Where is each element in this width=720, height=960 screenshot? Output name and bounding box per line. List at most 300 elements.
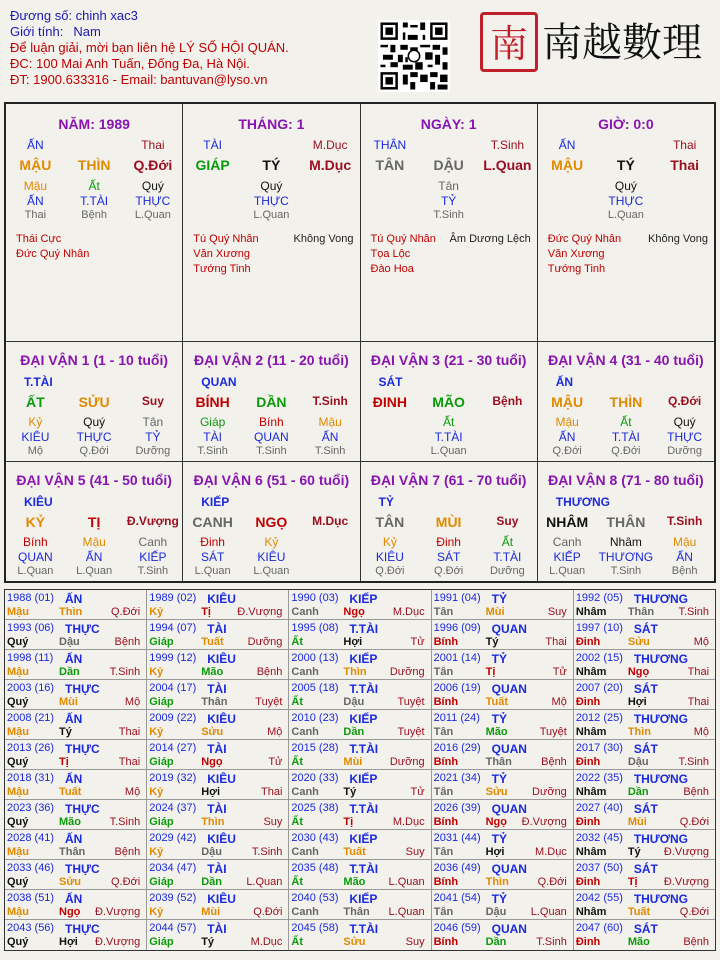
year-b: Hợi bbox=[59, 936, 78, 948]
year-cell bbox=[432, 620, 574, 649]
year-star: KIẾP bbox=[349, 592, 378, 606]
dai-van-phase-item: T.Sinh bbox=[197, 445, 228, 457]
star-name: Đào Hoa bbox=[370, 263, 414, 275]
year-star: QUAN bbox=[491, 802, 527, 816]
dai-van-row-1 bbox=[6, 342, 714, 462]
star-name: Văn Xương bbox=[193, 248, 251, 260]
pillar-phase-line-item: L.Quan bbox=[253, 209, 290, 221]
year-a: Giáp bbox=[149, 816, 174, 828]
gender-label: Giới tính: bbox=[10, 24, 64, 39]
pillar-hidden-star-line-item: THỰC bbox=[135, 194, 171, 208]
brand-logo bbox=[542, 14, 712, 66]
dai-van-star bbox=[556, 495, 714, 509]
dai-van-stem-branch bbox=[361, 394, 537, 410]
year-c: Dưỡng bbox=[532, 786, 567, 798]
year-a: Đinh bbox=[575, 756, 601, 768]
dai-van-hidden-star bbox=[538, 430, 714, 444]
dai-van-7 bbox=[361, 462, 538, 581]
pillar-stem-branch-line-item: THÌN bbox=[77, 157, 111, 173]
dai-van-can: CANH bbox=[192, 514, 233, 530]
year-b: Dần bbox=[343, 726, 365, 738]
year-lbl: 2007 (20) bbox=[575, 682, 623, 694]
year-b: Hợi bbox=[627, 696, 647, 708]
year-a: Ất bbox=[291, 756, 304, 768]
dai-van-hidden-star bbox=[183, 430, 359, 444]
year-a: Bính bbox=[433, 816, 459, 828]
year-cell bbox=[289, 740, 431, 769]
year-lbl: 2039 (52) bbox=[149, 892, 197, 904]
pillar-hidden-stem-line-item: Mậu bbox=[23, 179, 48, 193]
dai-van-phase-item bbox=[478, 445, 537, 457]
year-b: Sửu bbox=[343, 936, 366, 948]
year-lbl: 2041 (54) bbox=[433, 892, 481, 904]
pillar-hidden-stem-line-item bbox=[301, 179, 360, 193]
year-cell bbox=[147, 680, 289, 709]
year-lbl: 1989 (02) bbox=[149, 592, 197, 604]
dai-van-hidden-stem-item: Kỷ bbox=[28, 415, 43, 429]
seal-stamp bbox=[480, 12, 538, 72]
dai-van-star bbox=[24, 495, 182, 509]
year-row bbox=[5, 800, 715, 830]
dai-van-phase-item: L.Quan bbox=[549, 565, 586, 577]
pillar-phase-line bbox=[361, 209, 537, 221]
dai-van-star-label: KIẾP bbox=[201, 495, 230, 509]
dai-van-phase-item: Dưỡng bbox=[667, 445, 702, 457]
dai-van-stem-branch bbox=[6, 514, 182, 530]
pillar-star-line-item: ẤN bbox=[27, 138, 44, 152]
year-cell bbox=[147, 890, 289, 919]
year-b: Mùi bbox=[485, 606, 505, 618]
year-a: Quý bbox=[7, 696, 29, 708]
star-name-right: Âm Dương Lệch bbox=[449, 233, 531, 245]
star-name: Đức Quý Nhân bbox=[547, 233, 622, 245]
year-lbl: 1999 (12) bbox=[149, 652, 197, 664]
pillar-star-line-item: Thai bbox=[141, 138, 165, 152]
pillar-hidden-stem-line-item bbox=[361, 179, 420, 193]
dai-van-hidden-star bbox=[6, 430, 182, 444]
year-c: T.Sinh bbox=[109, 666, 141, 678]
year-star: TỶ bbox=[491, 652, 507, 666]
year-row bbox=[5, 680, 715, 710]
year-cell bbox=[574, 860, 715, 889]
year-lbl: 1988 (01) bbox=[7, 592, 55, 604]
year-b: Thân bbox=[343, 906, 370, 918]
year-c: Bệnh bbox=[114, 636, 141, 648]
year-star: TỶ bbox=[491, 712, 507, 726]
year-star: T.TÀI bbox=[349, 802, 379, 816]
year-cell bbox=[147, 620, 289, 649]
year-c: M.Dục bbox=[250, 936, 283, 948]
year-lbl: 2032 (45) bbox=[575, 832, 623, 844]
year-lbl: 2040 (53) bbox=[291, 892, 339, 904]
dai-van-phase bbox=[6, 445, 182, 457]
dai-van-star-label: T.TÀI bbox=[24, 375, 53, 389]
year-lbl: 2031 (44) bbox=[433, 832, 481, 844]
year-lbl: 1991 (04) bbox=[433, 592, 481, 604]
pillar-star-line bbox=[6, 138, 182, 152]
pillar-star-line-item bbox=[597, 138, 656, 152]
pillar-title: NGÀY: 1 bbox=[420, 116, 477, 132]
year-c: Suy bbox=[405, 936, 425, 948]
dai-van-phase: M.Dục bbox=[312, 514, 349, 528]
year-row bbox=[5, 620, 715, 650]
year-b: Dần bbox=[59, 666, 80, 678]
pillar-hidden-stem-line-item bbox=[655, 179, 714, 193]
year-lbl: 2016 (29) bbox=[433, 742, 481, 754]
dai-van-phase bbox=[183, 445, 359, 457]
dai-van-hidden-stem-item: Giáp bbox=[199, 415, 226, 429]
pillar-stem-branch-line-item: MẬU bbox=[551, 157, 584, 173]
pillar-title: GIỜ: 0:0 bbox=[598, 116, 654, 132]
year-lbl: 2011 (24) bbox=[433, 712, 480, 724]
dai-van-phase: Suy bbox=[496, 514, 519, 528]
dai-van-hidden-stem bbox=[6, 535, 182, 549]
dai-van-chi: THÌN bbox=[609, 394, 643, 410]
year-star: THƯƠNG bbox=[633, 592, 688, 606]
dai-van-phase-item: Q.Đới bbox=[79, 445, 109, 457]
dai-van-star bbox=[379, 495, 537, 509]
dai-van-hidden-stem-item: Bính bbox=[259, 415, 284, 429]
year-c: L.Quan bbox=[388, 906, 425, 918]
dai-van-hidden-stem bbox=[6, 415, 182, 429]
year-lbl: 2001 (14) bbox=[433, 652, 481, 664]
year-c: Dưỡng bbox=[389, 666, 425, 678]
year-c: Dưỡng bbox=[247, 636, 283, 648]
star-name-right: Không Vong bbox=[293, 233, 354, 245]
year-star: THƯƠNG bbox=[633, 652, 688, 666]
year-star: ẤN bbox=[65, 652, 83, 666]
pillar-phase-line-item: Bệnh bbox=[81, 209, 107, 221]
dai-van-chi: MÃO bbox=[432, 394, 465, 410]
year-row bbox=[5, 590, 715, 620]
year-a: Tân bbox=[433, 906, 454, 918]
year-lbl: 2005 (18) bbox=[291, 682, 339, 694]
year-cell bbox=[289, 890, 431, 919]
year-a: Tân bbox=[433, 786, 454, 798]
dai-van-stem-branch bbox=[183, 514, 359, 530]
dai-van-title: ĐẠI VẬN 1 (1 - 10 tuổi) bbox=[20, 352, 169, 368]
dai-van-hidden-star-item: ẤN bbox=[558, 430, 576, 444]
pillar-stars bbox=[548, 232, 708, 277]
dai-van-phase-item: Q.Đới bbox=[375, 565, 405, 577]
year-cell bbox=[432, 770, 574, 799]
year-star: THƯƠNG bbox=[633, 892, 688, 906]
year-star: T.TÀI bbox=[349, 742, 379, 756]
year-cell bbox=[5, 710, 147, 739]
dai-van-6 bbox=[183, 462, 360, 581]
year-cell bbox=[574, 620, 715, 649]
pillar-phase-line-item bbox=[183, 209, 242, 221]
year-a: Mậu bbox=[7, 906, 29, 918]
year-cell bbox=[574, 830, 715, 859]
year-lbl: 1993 (06) bbox=[7, 622, 55, 634]
pillar-hidden-star-line-item bbox=[655, 194, 714, 208]
year-star: KIẾP bbox=[349, 892, 378, 906]
year-c: Mộ bbox=[551, 696, 567, 708]
dai-van-hidden-star-item: T.TÀI bbox=[493, 550, 522, 564]
year-c: Bệnh bbox=[541, 756, 567, 768]
dai-van-hidden-stem bbox=[183, 535, 359, 549]
year-a: Kỷ bbox=[149, 846, 164, 858]
svg-text:南越數理: 南越數理 bbox=[542, 20, 702, 66]
pillars-grid bbox=[4, 102, 716, 583]
dai-van-phase-item: T.Sinh bbox=[137, 565, 169, 577]
year-star: ẤN bbox=[65, 772, 83, 786]
year-a: Canh bbox=[291, 726, 319, 738]
year-cell bbox=[432, 680, 574, 709]
pillar-hidden-star-line-item: T.TÀI bbox=[80, 194, 109, 208]
year-star: QUAN bbox=[491, 862, 527, 876]
dai-van-chi: SỬU bbox=[78, 394, 110, 410]
dai-van-phase bbox=[183, 565, 359, 577]
year-star: KIẾP bbox=[349, 712, 378, 726]
year-star: ẤN bbox=[65, 592, 83, 606]
year-b: Tý bbox=[201, 936, 215, 948]
dai-van-chi: THÂN bbox=[606, 514, 646, 530]
year-a: Giáp bbox=[149, 756, 174, 768]
year-lbl: 2027 (40) bbox=[575, 802, 623, 814]
year-a: Tân bbox=[433, 606, 454, 618]
pillar-title: THÁNG: 1 bbox=[238, 116, 305, 132]
year-a: Canh bbox=[291, 906, 319, 918]
year-star: ẤN bbox=[65, 832, 83, 846]
year-c: Mộ bbox=[124, 786, 141, 798]
year-a: Ất bbox=[291, 816, 304, 828]
pillar-star-line-item: T.Sinh bbox=[490, 138, 525, 152]
pillar-star-line bbox=[538, 138, 714, 152]
year-c: Tuyệt bbox=[397, 726, 425, 738]
year-b: Hợi bbox=[201, 786, 221, 798]
year-cell bbox=[289, 710, 431, 739]
dai-van-chi: DẦN bbox=[256, 394, 287, 410]
pillar-hidden-stem-line-item: Quý bbox=[260, 179, 283, 193]
year-c: Thai bbox=[687, 696, 710, 708]
dai-van-phase-item: L.Quan bbox=[76, 565, 113, 577]
address-line: ĐC: 100 Mai Anh Tuấn, Đống Đa, Hà Nội. bbox=[10, 56, 250, 71]
year-star: QUAN bbox=[491, 742, 527, 756]
year-a: Tân bbox=[433, 666, 454, 678]
year-a: Đinh bbox=[575, 816, 601, 828]
pillar-hidden-stem-line-item: Quý bbox=[141, 179, 164, 193]
pillar-hidden-stem-line bbox=[361, 179, 537, 193]
year-row bbox=[5, 830, 715, 860]
year-a: Kỷ bbox=[149, 606, 164, 618]
pillar-stem-branch-line bbox=[361, 157, 537, 173]
year-cell bbox=[432, 590, 574, 619]
year-b: Hợi bbox=[343, 636, 363, 648]
dai-van-title: ĐẠI VẬN 2 (11 - 20 tuổi) bbox=[193, 352, 349, 368]
year-c: Suy bbox=[547, 606, 567, 618]
year-a: Nhâm bbox=[575, 786, 607, 798]
year-a: Mậu bbox=[7, 726, 29, 738]
year-star: THỰC bbox=[65, 802, 100, 816]
pillar-star-line-item bbox=[419, 138, 478, 152]
dai-van-hidden-star bbox=[361, 430, 537, 444]
dai-van-hidden-stem-item bbox=[361, 415, 420, 429]
year-c: Q.Đới bbox=[679, 906, 710, 918]
year-c: Q.Đới bbox=[110, 606, 141, 618]
dai-van-star-label: ẤN bbox=[555, 375, 574, 389]
year-star: THỰC bbox=[65, 862, 100, 876]
dai-van-phase-item bbox=[361, 445, 420, 457]
dai-van-hidden-stem-item: Kỷ bbox=[264, 535, 279, 549]
year-a: Bính bbox=[433, 876, 459, 888]
dai-van-phase-item: Dưỡng bbox=[489, 565, 525, 577]
year-b: Thìn bbox=[59, 606, 83, 618]
year-cell bbox=[574, 650, 715, 679]
dai-van-phase: Suy bbox=[141, 394, 164, 408]
year-b: Ngọ bbox=[627, 666, 650, 678]
dai-van-star bbox=[201, 375, 359, 389]
dai-van-hidden-stem-item: Bính bbox=[23, 535, 48, 549]
year-star: THƯƠNG bbox=[633, 712, 688, 726]
year-star: KIẾP bbox=[349, 772, 378, 786]
year-c: Thai bbox=[687, 666, 710, 678]
year-a: Tân bbox=[433, 846, 454, 858]
year-cell bbox=[574, 800, 715, 829]
year-b: Tý bbox=[59, 726, 72, 738]
pillar-star-line-item: ẤN bbox=[558, 138, 576, 152]
year-lbl: 2043 (56) bbox=[7, 922, 55, 934]
year-lbl: 2047 (60) bbox=[575, 922, 623, 934]
year-cell bbox=[432, 920, 574, 950]
year-a: Canh bbox=[291, 606, 319, 618]
dai-van-hidden-star-item: KIÊU bbox=[257, 550, 286, 564]
dai-van-hidden-stem-item: Mậu bbox=[672, 535, 697, 549]
year-b: Tý bbox=[485, 636, 499, 648]
year-b: Mão bbox=[59, 816, 81, 828]
dai-van-hidden-star-item: T.TÀI bbox=[611, 430, 640, 444]
dai-van-hidden-stem bbox=[361, 535, 537, 549]
year-c: L.Quan bbox=[246, 876, 283, 888]
year-c: M.Dục bbox=[392, 816, 425, 828]
pillar-stem-branch-line-item: TÝ bbox=[616, 157, 635, 173]
pillar-phase-line-item: L.Quan bbox=[607, 209, 644, 221]
pillar-stem-branch-line-item: TÝ bbox=[262, 157, 281, 173]
pillar-hidden-star-line-item bbox=[361, 194, 420, 208]
dai-van-hidden-stem-item: Ất bbox=[620, 415, 632, 429]
year-cell bbox=[432, 650, 574, 679]
year-lbl: 2004 (17) bbox=[149, 682, 197, 694]
dai-van-stem-branch bbox=[538, 514, 714, 530]
subject-line bbox=[10, 8, 370, 24]
year-star: TỶ bbox=[491, 592, 507, 606]
pillar-stem-branch-line-item: Thai bbox=[670, 157, 700, 173]
year-cell bbox=[5, 590, 147, 619]
dai-van-can: ĐINH bbox=[372, 394, 407, 410]
dai-van-row-2 bbox=[6, 462, 714, 581]
year-lbl: 2023 (36) bbox=[7, 802, 55, 814]
dai-van-phase: T.Sinh bbox=[312, 394, 348, 408]
year-c: Mộ bbox=[267, 726, 283, 738]
dai-van-title: ĐẠI VẬN 8 (71 - 80 tuổi) bbox=[548, 472, 704, 488]
year-a: Giáp bbox=[149, 696, 174, 708]
year-b: Tý bbox=[343, 786, 357, 798]
year-lbl: 2029 (42) bbox=[149, 832, 197, 844]
dai-van-phase-item: Q.Đới bbox=[552, 445, 582, 457]
dai-van-5 bbox=[6, 462, 183, 581]
year-cell bbox=[147, 590, 289, 619]
year-a: Giáp bbox=[149, 876, 174, 888]
year-lbl: 1997 (10) bbox=[575, 622, 623, 634]
pillar-hidden-star-line bbox=[538, 194, 714, 208]
year-c: Tử bbox=[268, 756, 283, 768]
year-b: Mão bbox=[485, 726, 508, 738]
year-row bbox=[5, 890, 715, 920]
year-b: Dần bbox=[485, 936, 507, 948]
dai-van-hidden-star-item: QUAN bbox=[18, 550, 53, 564]
dai-van-hidden-stem-item: Đinh bbox=[436, 535, 461, 549]
year-c: Tử bbox=[410, 636, 425, 648]
pillar-stem-branch-line bbox=[6, 157, 182, 173]
year-b: Dần bbox=[201, 876, 222, 888]
pillar-stem-branch-line-item: MẬU bbox=[19, 157, 52, 173]
year-b: Ngọ bbox=[59, 906, 81, 918]
pillar-phase-line-item: T.Sinh bbox=[433, 209, 464, 221]
year-c: Q.Đới bbox=[110, 876, 141, 888]
year-cell bbox=[432, 800, 574, 829]
year-b: Mùi bbox=[343, 756, 363, 768]
pillar-stars bbox=[193, 232, 353, 277]
pillar-phase-line-item: Thai bbox=[24, 209, 47, 221]
pillar-hidden-star-line-item bbox=[183, 194, 242, 208]
year-lbl: 2042 (55) bbox=[575, 892, 623, 904]
year-star: KIÊU bbox=[207, 652, 236, 666]
year-cell bbox=[5, 830, 147, 859]
year-star: T.TÀI bbox=[349, 622, 379, 636]
year-c: Đ.Vượng bbox=[237, 606, 283, 618]
year-cell bbox=[432, 740, 574, 769]
year-lbl: 2021 (34) bbox=[433, 772, 481, 784]
year-c: Suy bbox=[263, 816, 283, 828]
year-lbl: 2037 (50) bbox=[575, 862, 623, 874]
year-star: THƯƠNG bbox=[633, 832, 688, 846]
year-cell bbox=[289, 590, 431, 619]
year-star: KIẾP bbox=[349, 832, 378, 846]
year-a: Ất bbox=[291, 636, 304, 648]
year-c: T.Sinh bbox=[109, 816, 141, 828]
dai-van-star bbox=[24, 375, 182, 389]
star-name: Đức Quý Nhân bbox=[16, 248, 90, 260]
pillar-hidden-stem-line-item bbox=[538, 179, 597, 193]
year-star: KIÊU bbox=[207, 892, 236, 906]
year-b: Hợi bbox=[485, 846, 505, 858]
star-name: Tú Quý Nhân bbox=[370, 233, 436, 245]
pillar-hidden-star-line-item: ẤN bbox=[27, 194, 44, 208]
dai-van-hidden-stem-item: Mậu bbox=[82, 535, 106, 549]
year-cell bbox=[574, 740, 715, 769]
pillar-star-line-item: TÀI bbox=[203, 138, 222, 152]
year-b: Thân bbox=[201, 696, 228, 708]
year-b: Dậu bbox=[485, 906, 507, 918]
year-b: Sửu bbox=[627, 636, 650, 648]
year-lbl: 1990 (03) bbox=[291, 592, 339, 604]
dai-van-hidden-stem-item: Quý bbox=[83, 415, 106, 429]
pillar-hidden-stem-line bbox=[183, 179, 359, 193]
dai-van-hidden-stem-item: Canh bbox=[138, 535, 168, 549]
year-cell bbox=[432, 890, 574, 919]
pillar-hidden-star-line bbox=[183, 194, 359, 208]
year-b: Dậu bbox=[201, 846, 222, 858]
year-lbl: 2036 (49) bbox=[433, 862, 481, 874]
pillar-hidden-stem-line-item: Ất bbox=[88, 179, 100, 193]
year-a: Canh bbox=[291, 666, 319, 678]
year-lbl: 2018 (31) bbox=[7, 772, 55, 784]
dai-van-phase-item: T.Sinh bbox=[256, 445, 287, 457]
year-b: Sửu bbox=[201, 726, 224, 738]
dai-van-hidden-star-item: THỰC bbox=[667, 430, 703, 444]
year-c: Đ.Vượng bbox=[663, 876, 710, 888]
